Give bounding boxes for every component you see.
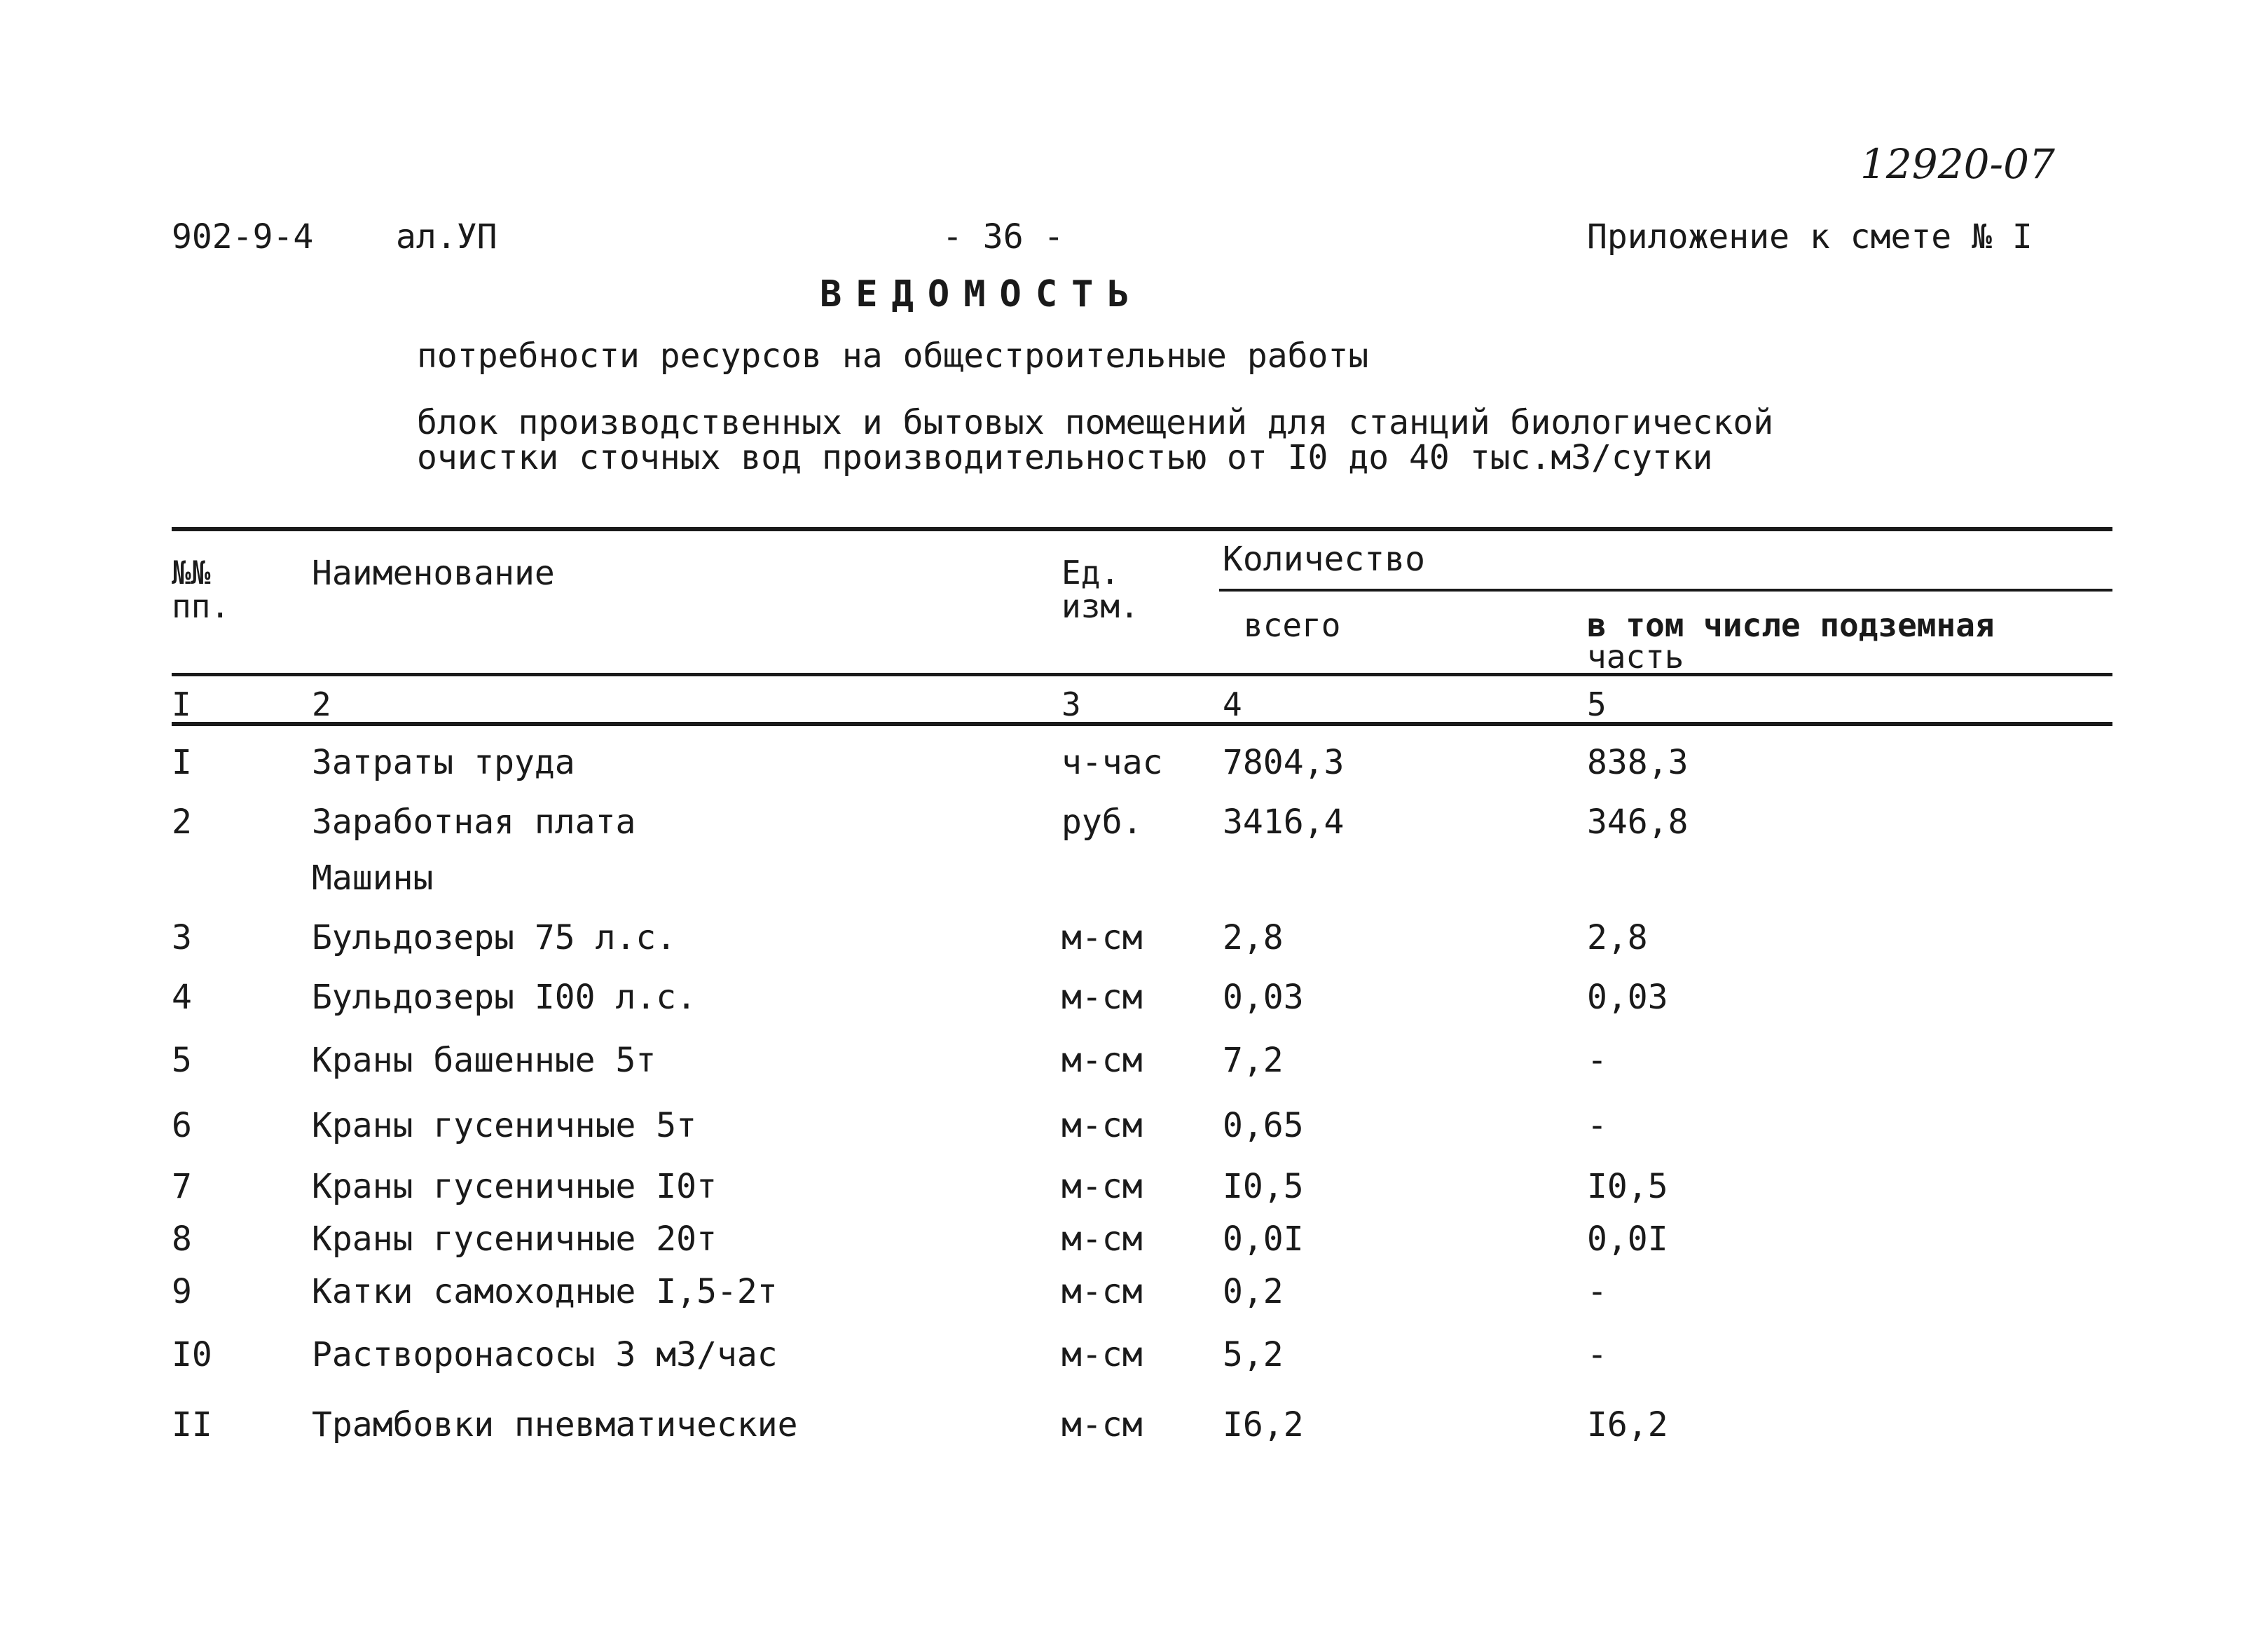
row-name: Краны гусеничные 20т [312, 1219, 717, 1259]
header-unit-line1: Ед. [1061, 554, 1120, 592]
row-underground: 0,0I [1587, 1219, 1668, 1259]
row-underground: - [1587, 1041, 1607, 1080]
row-num: 4 [172, 978, 192, 1017]
row-total: 2,8 [1223, 918, 1284, 957]
row-name: Растворонасосы 3 м3/час [312, 1335, 778, 1374]
row-name: Краны гусеничные 5т [312, 1106, 697, 1145]
column-number-3: 3 [1061, 685, 1081, 723]
row-num: 7 [172, 1167, 192, 1206]
doc-code: 902-9-4 [172, 217, 314, 257]
header-num-line2: пп. [172, 587, 231, 625]
row-total: 0,0I [1223, 1219, 1304, 1259]
header-underground-line2: часть [1587, 638, 1684, 676]
row-underground: I6,2 [1587, 1405, 1668, 1444]
table-top-rule [172, 527, 2112, 531]
row-total: I0,5 [1223, 1167, 1304, 1206]
row-unit: м-см [1061, 1219, 1143, 1259]
row-unit: м-см [1061, 1041, 1143, 1080]
row-num: 8 [172, 1219, 192, 1259]
row-total: 3416,4 [1223, 802, 1345, 842]
row-name: Краны гусеничные I0т [312, 1167, 717, 1206]
row-underground: - [1587, 1272, 1607, 1311]
row-num: 5 [172, 1041, 192, 1080]
row-total: 0,03 [1223, 978, 1304, 1017]
row-unit: м-см [1061, 1106, 1143, 1145]
row-unit: ч-час [1061, 743, 1163, 782]
quantity-divider-rule [1219, 589, 2112, 592]
column-number-5: 5 [1587, 685, 1607, 723]
row-name: Заработная плата [312, 802, 636, 842]
column-number-1: I [172, 685, 191, 723]
subtitle: потребности ресурсов на общестроительные работы [417, 336, 1369, 376]
object-line-2: очистки сточных вод производительностью от I0 до 40 тыс.м3/сутки [417, 438, 1713, 477]
row-underground: 0,03 [1587, 978, 1668, 1017]
row-num: I [172, 743, 192, 782]
header-underground-line1: в том числе подземная [1587, 606, 1995, 644]
row-total: 0,65 [1223, 1106, 1304, 1145]
header-total: всего [1244, 606, 1341, 644]
header-num-line1: №№ [172, 554, 211, 592]
page-title: ВЕДОМОСТЬ [820, 273, 1143, 315]
row-name: Катки самоходные I,5-2т [312, 1272, 778, 1311]
header-name: Наименование [312, 554, 555, 593]
row-num: 6 [172, 1106, 192, 1145]
row-total: 5,2 [1223, 1335, 1284, 1374]
row-name: Бульдозеры 75 л.с. [312, 918, 677, 957]
row-total: I6,2 [1223, 1405, 1304, 1444]
row-name: Бульдозеры I00 л.с. [312, 978, 697, 1017]
album-label: ал.УП [396, 217, 497, 257]
row-num: I0 [172, 1335, 212, 1374]
page-number: - 36 - [942, 217, 1064, 257]
row-total: 7804,3 [1223, 743, 1345, 782]
row-name: Краны башенные 5т [312, 1041, 657, 1080]
row-total: 0,2 [1223, 1272, 1284, 1311]
row-unit: м-см [1061, 1335, 1143, 1374]
appendix-label: Приложение к смете № I [1587, 217, 2033, 257]
row-unit: м-см [1061, 978, 1143, 1017]
row-unit: м-см [1061, 1272, 1143, 1311]
row-underground: 346,8 [1587, 802, 1689, 842]
row-num: 2 [172, 802, 192, 842]
header-quantity: Количество [1223, 540, 1425, 579]
row-name: Машины [312, 859, 434, 898]
handwritten-number: 12920-07 [1860, 140, 2055, 188]
row-num: 3 [172, 918, 192, 957]
row-underground: - [1587, 1106, 1607, 1145]
row-underground: 2,8 [1587, 918, 1648, 957]
row-num: 9 [172, 1272, 192, 1311]
row-underground: 838,3 [1587, 743, 1689, 782]
row-unit: м-см [1061, 1167, 1143, 1206]
header-unit-line2: изм. [1061, 587, 1139, 625]
row-unit: м-см [1061, 1405, 1143, 1444]
row-underground: - [1587, 1335, 1607, 1374]
row-name: Трамбовки пневматические [312, 1405, 798, 1444]
header-bottom-rule [172, 673, 2112, 676]
row-num: II [172, 1405, 212, 1444]
row-total: 7,2 [1223, 1041, 1284, 1080]
row-name: Затраты труда [312, 743, 575, 782]
column-number-2: 2 [312, 685, 331, 723]
column-numbers-rule [172, 722, 2112, 726]
column-number-4: 4 [1223, 685, 1242, 723]
row-underground: I0,5 [1587, 1167, 1668, 1206]
row-unit: м-см [1061, 918, 1143, 957]
row-unit: руб. [1061, 802, 1143, 842]
object-line-1: блок производственных и бытовых помещений для станций биологической [417, 403, 1774, 442]
